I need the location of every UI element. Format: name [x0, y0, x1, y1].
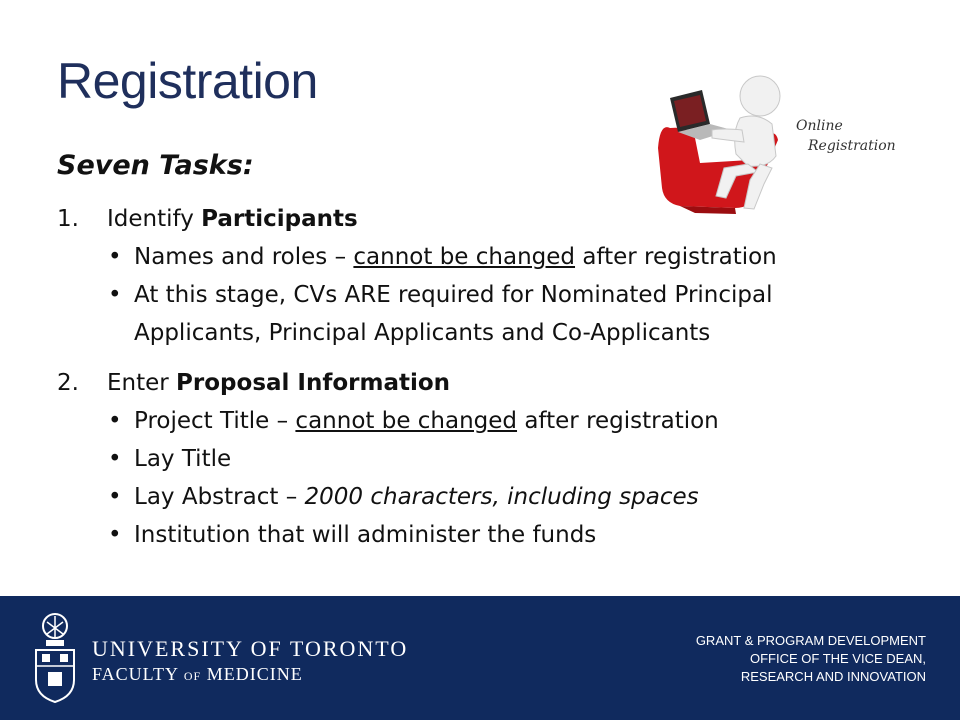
- task-number: 2.: [57, 370, 79, 396]
- graphic-label-online: Online: [796, 118, 843, 134]
- department-info: GRANT & PROGRAM DEVELOPMENT OFFICE OF THE VICE DEAN, RESEARCH AND INNOVATION: [695, 633, 926, 684]
- task-item: [57, 364, 877, 402]
- task-heading: Enter Proposal Information: [107, 370, 451, 396]
- bullet-marker: •: [108, 484, 122, 510]
- slide-subtitle: Seven Tasks:: [57, 150, 254, 181]
- task-bullet: [57, 402, 877, 440]
- bullet-text: Lay Title: [134, 446, 232, 472]
- task-number: 1.: [57, 206, 79, 232]
- bullet-text: At this stage, CVs ARE required for Nominated Principal: [134, 282, 773, 308]
- bullet-text: Project Title – cannot be changed after registration: [134, 408, 719, 434]
- task-item: [57, 200, 877, 238]
- task-bullet: [57, 238, 877, 276]
- bullet-marker: •: [108, 522, 122, 548]
- bullet-text: Names and roles – cannot be changed after registration: [134, 244, 777, 270]
- task-heading: Identify Participants: [107, 206, 358, 232]
- task-bullet: [57, 276, 877, 314]
- bullet-text: Institution that will administer the funds: [134, 522, 597, 548]
- bullet-marker: •: [108, 282, 122, 308]
- bullet-marker: •: [108, 408, 122, 434]
- task-bullet: [57, 478, 877, 516]
- bullet-marker: •: [108, 446, 122, 472]
- university-name: UNIVERSITY OF TORONTO: [92, 636, 409, 661]
- online-registration-illustration: [640, 68, 900, 218]
- bullet-text: Lay Abstract – 2000 characters, including spaces: [134, 484, 699, 510]
- faculty-name: FACULTY OF MEDICINE: [92, 664, 303, 684]
- task-bullet: [57, 440, 877, 478]
- bullet-marker: •: [108, 244, 122, 270]
- bullet-continuation: Applicants, Principal Applicants and Co-Applicants: [134, 320, 711, 346]
- slide-title: Registration: [57, 53, 318, 109]
- crest-icon: [28, 610, 82, 704]
- footer-bar: [0, 596, 960, 720]
- task-list: [57, 200, 877, 554]
- graphic-label-registration: Registration: [808, 138, 896, 154]
- task-bullet: [57, 516, 877, 554]
